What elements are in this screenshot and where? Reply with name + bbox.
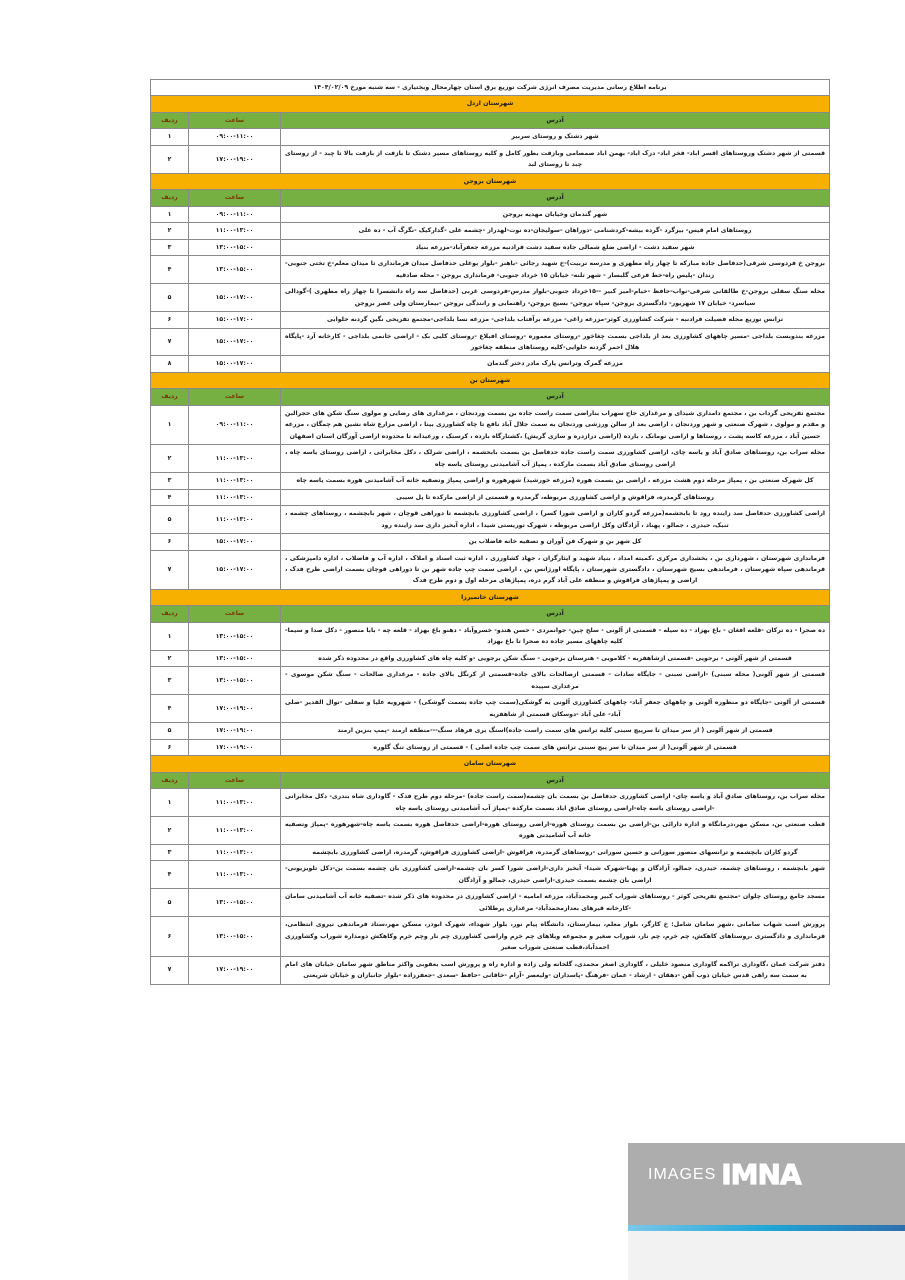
cell-row-number: ۲ <box>151 145 189 173</box>
cell-address: محله سراب بن، روستاهای صادق آباد و یاسه چای- اراضی کشاورزی حدفاصل بن بسمت بان چشمه(سمت راست جاده) -مرحله دوم طرح فدک - گاوداری شاه بندری- دکل مخابراتی -اراضی روستای یاسه چاه-اراضی روستای صادق اباد بسمت مارکده -پمپاژ آب آشامیدنی روستای یاسه چاه <box>281 789 830 817</box>
city-header-row <box>151 756 830 772</box>
cell-address: قطب صنعتی بن، مسکن مهر،درمانگاه و اداره دارائی بن-اراضی بن بسمت روستای هوره-اراضی روستای هوره-اراضی حدفاصل هوره بسمت یاسه چاه-شهرهوره -پمپاژ وتصفیه خانه آب آشامیدنی هوره <box>281 816 830 844</box>
column-header-row-number: ردیف <box>151 190 189 206</box>
city-header-label: شهرستان اردل <box>151 96 830 112</box>
cell-row-number: ۱ <box>151 129 189 145</box>
table-row <box>151 861 830 889</box>
table-row <box>151 356 830 372</box>
cell-time: ۱۱:۰۰-۱۳:۰۰ <box>189 816 281 844</box>
table-row <box>151 956 830 984</box>
cell-row-number: ۴ <box>151 489 189 505</box>
document-title-row <box>151 80 830 96</box>
city-header-label: شهرستان سامان <box>151 756 830 772</box>
cell-time: ۱۳:۰۰-۱۵:۰۰ <box>189 667 281 695</box>
cell-address: محله سنگ سفلی بروجن-خ طالقانی شرقی-نواب-حافظ -خیام-امیر کبیر --۱۵خرداد جنوبی-بلوار مدرس-فردوسی غربی (حدفاصل سه راه دانشسرا تا چهار راه مطهری )-گودالی سیاسرد- خیابان ۱۷ شهریور- دادگستری بروجن- سپاه بروجن- بسیج بروجن- راهنمایی و رانندگی بروجن -بیمارستان ولی عصر بروجن <box>281 284 830 312</box>
cell-row-number: ۳ <box>151 473 189 489</box>
table-row <box>151 328 830 356</box>
imna-logo-text: IMAGES <box>648 1165 717 1183</box>
cell-address: مسجد جامع روستای چلوان -مجتمع تفریحی کوثر - روستاهای شوراب کبیر ومحمدآباد، مزرعه امامیه - اراضی کشاورزی در محدوده های ذکر شده -تصفیه خانه آب آشامیدنی سامان -کارخانه قیرهای بعدازمحمدآباد- مرغداری پرطلائی <box>281 889 830 917</box>
column-header-row <box>151 389 830 405</box>
cell-row-number: ۱ <box>151 405 189 444</box>
cell-time: ۱۳:۰۰-۱۵:۰۰ <box>189 889 281 917</box>
table-row <box>151 445 830 473</box>
cell-time: ۱۷:۰۰-۱۹:۰۰ <box>189 956 281 984</box>
column-header-address: آدرس <box>281 606 830 622</box>
column-header-time: ساعت <box>189 112 281 128</box>
cell-time: ۱۳:۰۰-۱۵:۰۰ <box>189 917 281 956</box>
cell-address: اراضی کشاورزی حدفاصل سد زاینده رود تا بابحشمه(مزرعه گردو کاران و اراضی شورا کسر) ، اراضی کشاورزی بابچشمه تا دوراهی قوچان ، شهر بابچشمه ، روستاهای چشمه ، تنیک، حیدری ، جمالو ، پهناد ، آزادگان وکل اراضی مربوطه ، شهرک توریستی شیدا ، اداره آبخیز داری سد زاینده رود <box>281 506 830 534</box>
cell-time: ۱۳:۰۰-۱۵:۰۰ <box>189 256 281 284</box>
cell-time: ۱۵:۰۰-۱۷:۰۰ <box>189 534 281 550</box>
cell-address: فرمانداری شهرستان ، شهرداری بن ، بخشداری مرکزی ،کمیته امداد ، بنیاد شهید و ایثارگران ، جهاد کشاورزی ، اداره ثبت اسناد و املاک ، اداره آب و فاضلاب ، اداره دامپزشکی ، فرماندهی سپاه شهرستان ، فرماندهی بسیج شهرستان ، دادگستری شهرستان ، پایگاه اورژانس بن ، اراضی سمت چپ جاده شهر بن تا دوراهی قوچان بسمت اراضی طرح فدک ، اراضی و پمپاژهای فراقوش و منطقه علی آباد گرم دره، پمپاژهای مرحله اول و دوم طرح فدک <box>281 550 830 589</box>
cell-row-number: ۶ <box>151 739 189 755</box>
cell-time: ۱۱:۰۰-۱۳:۰۰ <box>189 223 281 239</box>
column-header-time: ساعت <box>189 772 281 788</box>
cell-time: ۱۷:۰۰-۱۹:۰۰ <box>189 739 281 755</box>
column-header-row <box>151 772 830 788</box>
cell-row-number: ۱ <box>151 789 189 817</box>
column-header-row-number: ردیف <box>151 112 189 128</box>
table-row <box>151 256 830 284</box>
cell-row-number: ۵ <box>151 506 189 534</box>
cell-time: ۰۹:۰۰-۱۱:۰۰ <box>189 206 281 222</box>
watermark-footer-band <box>628 1231 905 1280</box>
cell-time: ۱۵:۰۰-۱۷:۰۰ <box>189 550 281 589</box>
city-header-row <box>151 372 830 388</box>
cell-address: شهر دشتک و روستای سربیر <box>281 129 830 145</box>
cell-row-number: ۲ <box>151 650 189 666</box>
column-header-time: ساعت <box>189 606 281 622</box>
cell-row-number: ۱ <box>151 206 189 222</box>
cell-address: پرورش اسب شهاب سامانی ،شهر سامان شامل: خ کارگر، بلوار معلم، بیمارستان، دانشگاه پیام نور، بلوار شهداء، شهرک ابوذر، مسکن مهر،ستاد فرماندهی نیروی انتظامی، فرمانداری و دادگستری ،روستاهای کاهکش، چم خرم، چم نار، شوراب صغیر و مجموعه ویلاهای چم خرم واراضی کشاورزی چم نار وچم خرم وکاهکش دومداره شوراب وکشاورزی احمدآباد،قطب صنعتی شوراب صغیر <box>281 917 830 956</box>
table-row <box>151 312 830 328</box>
cell-address: قسمتی از شهر آلونی - برجویی -قسمتی ازشاهفربه - کلامویی - هنرستان برجویی - سنگ شکن برجویی -و کلیه چاه های کشاورزی واقع در محدوده ذکر شده <box>281 650 830 666</box>
table-row <box>151 534 830 550</box>
cell-address: مجتمع تفریحی گرداب بن ، مجتمع دامداری شیدای و مرغداری حاج سهراب بناراضی سمت راست جاده بن بسمت وردنجان ، مرغداری های رضایی و مولوی سنگ شکن های حجرالبن و مقدم و مولوی ، شهرک صنعتی و شهر وردنجان ، اراضی بعد از سالن ورزشی وردنجان به سمت جلال آباد نافع تا چاه کشاورزی بینا ، اراضی مزارع شاه نشین هم چمگان ، مزرعه حسین آباد ، مزرعه کاسه پشت ، روستاها و اراضی نومانک ، بارده (اراضی درازدره و ساری گریش) ،کشتارگاه بارده ، کرسنک ، ورعیدانه تا محدوده اراضی آورگان استان اصفهان <box>281 405 830 444</box>
table-row <box>151 473 830 489</box>
cell-address: دفتر شرکت عمان ،گاوداری تراکمه گاوداری منصود خلیلی ، گاوداری اصغر محمدی، گلخانه ولی زاده و اداره راه و پرورش اسب بعقوبی واکثر مناطق شهر سامان خیابان های امام به سمت سه راهی قدس خیابان ذوب آهن -دهقان - ارشاد - عمان -فرهنگ -پاسداران -ولیعصر -آرام -خاقانی -حافظ -سعدی -جعفرزاده -بلوار جانبازان و خیابان شریعتی <box>281 956 830 984</box>
city-header-label: شهرستان بروجن <box>151 173 830 189</box>
cell-row-number: ۶ <box>151 534 189 550</box>
table-row <box>151 506 830 534</box>
table-row <box>151 129 830 145</box>
table-row <box>151 650 830 666</box>
column-header-address: آدرس <box>281 389 830 405</box>
column-header-row-number: ردیف <box>151 389 189 405</box>
table-row <box>151 206 830 222</box>
cell-time: ۱۱:۰۰-۱۳:۰۰ <box>189 861 281 889</box>
cell-time: ۱۱:۰۰-۱۳:۰۰ <box>189 789 281 817</box>
cell-address: شهر بابچشمه ، روستاهای چشمه، حیدری، جمالو، آزادگان و پهنا-شهرک شیدا- آبخیز داری-اراضی شورا کسر بان چشمه-اراضی کشاورزی بان چشمه بسمت بن-دکل تلویزیونی-اراضی بان چشمه بسمت حیدری-اراضی حیدری، جمالو و آزادگان <box>281 861 830 889</box>
column-header-time: ساعت <box>189 389 281 405</box>
cell-address: روستاهای امام قیس- بیزگرد -گرده بیشه-کردشنامی -دوراهان -سولیجان-ده نوت-لهدراز -چشمه علی -گداركیک -نگرگ آب - ده علی <box>281 223 830 239</box>
table-row <box>151 622 830 650</box>
cell-address: گردو کاران بابچشمه و ترانسهای منصور سورانی و حسین سورانی -روستاهای گرمدره، فراقوش -اراضی کشاورزی فراقوش، گرمدره، اراضی کشاورزی بابچشمه <box>281 844 830 860</box>
imna-logo-mark: IMNA <box>721 1158 801 1191</box>
city-header-row <box>151 173 830 189</box>
column-header-row <box>151 606 830 622</box>
cell-time: ۱۱:۰۰-۱۳:۰۰ <box>189 473 281 489</box>
cell-time: ۱۵:۰۰-۱۷:۰۰ <box>189 312 281 328</box>
table-row <box>151 723 830 739</box>
column-header-row-number: ردیف <box>151 772 189 788</box>
table-row <box>151 739 830 755</box>
cell-address: روستاهای گرمدره، فراقوش و اراضی کشاورزی مربوطه، گرمدره و قسمتی از اراضی مارکده تا پل سیبی <box>281 489 830 505</box>
cell-time: ۱۳:۰۰-۱۵:۰۰ <box>189 239 281 255</box>
cell-time: ۱۱:۰۰-۱۳:۰۰ <box>189 844 281 860</box>
cell-address: قسمتی از شهر آلونی( از سر میدان تا سر پیچ سبنی ترانس های سمت چپ جاده اصلی ) - قسمتی از روستای تنگ گلوره <box>281 739 830 755</box>
city-header-label: شهرستان بن <box>151 372 830 388</box>
cell-time: ۱۵:۰۰-۱۷:۰۰ <box>189 328 281 356</box>
table-row <box>151 239 830 255</box>
cell-time: ۱۷:۰۰-۱۹:۰۰ <box>189 723 281 739</box>
document-title: برنامه اطلاع رسانی مدیریت مصرف انرژی شرکت توزیع برق استان چهارمحال وبختیاری - سه شنبه مورخ ۱۴۰۴/۰۲/۰۹ <box>151 80 830 96</box>
schedule-document <box>150 79 830 985</box>
cell-row-number: ۳ <box>151 844 189 860</box>
cell-row-number: ۶ <box>151 312 189 328</box>
table-row <box>151 889 830 917</box>
cell-row-number: ۵ <box>151 723 189 739</box>
column-header-time: ساعت <box>189 190 281 206</box>
cell-row-number: ۵ <box>151 889 189 917</box>
cell-time: ۱۳:۰۰-۱۵:۰۰ <box>189 650 281 666</box>
cell-row-number: ۳ <box>151 667 189 695</box>
cell-address: کل شهر بن و شهرک فن آوران و تصفیه خانه فاضلاب بن <box>281 534 830 550</box>
cell-row-number: ۵ <box>151 284 189 312</box>
outage-schedule-table <box>150 79 830 985</box>
column-header-address: آدرس <box>281 190 830 206</box>
cell-row-number: ۷ <box>151 956 189 984</box>
table-row <box>151 284 830 312</box>
cell-time: ۱۷:۰۰-۱۹:۰۰ <box>189 695 281 723</box>
cell-time: ۱۳:۰۰-۱۵:۰۰ <box>189 622 281 650</box>
column-header-row-number: ردیف <box>151 606 189 622</box>
cell-time: ۱۱:۰۰-۱۳:۰۰ <box>189 506 281 534</box>
watermark-band <box>628 1143 905 1225</box>
column-header-row <box>151 112 830 128</box>
cell-address: کل شهرک صنعتی بن ، پمپاژ مرحله دوم هشت مزرعه ، اراضی بن بسمت هوره (مزرعه خورشید) شهرهوره و اراضی پمپاژ وتصفیه خانه آب آشامیدنی هوره بسمت یاسه چاه <box>281 473 830 489</box>
cell-address: شهر سفید دشت - اراضی ضلع شمالی جاده سفید دشت فرادنبه مزرعه جعفرآباد-مزرعه بنیاد <box>281 239 830 255</box>
table-row <box>151 789 830 817</box>
table-row <box>151 223 830 239</box>
cell-row-number: ۲ <box>151 223 189 239</box>
city-header-label: شهرستان خانمیرزا <box>151 589 830 605</box>
column-header-address: آدرس <box>281 112 830 128</box>
cell-row-number: ۴ <box>151 695 189 723</box>
table-row <box>151 917 830 956</box>
cell-time: ۱۵:۰۰-۱۷:۰۰ <box>189 284 281 312</box>
table-row <box>151 405 830 444</box>
cell-address: قسمتی از شهر آلونی ( از سر میدان تا سرپیچ سبنی کلیه ترانس های سمت راست جاده)اسنگ بری فرهاد سنگ---منطقه ارمند -پمپ بنزین ارمند <box>281 723 830 739</box>
table-row <box>151 844 830 860</box>
table-row <box>151 550 830 589</box>
cell-address: شهر گندمان وخیابان مهدیه بروجن <box>281 206 830 222</box>
cell-address: قسمتی از شهر آلونی( محله سبنی) -اراضی سبنی - جایگاه سادات - قسمتی ازصالحات بالای جاده-قسمتی از کرنگل بالای جاده - مرغداری صالحات - سنگ شکن موسوی - مرغداری سپیده <box>281 667 830 695</box>
cell-row-number: ۱ <box>151 622 189 650</box>
cell-row-number: ۲ <box>151 816 189 844</box>
city-header-row <box>151 589 830 605</box>
city-header-row <box>151 96 830 112</box>
cell-time: ۱۷:۰۰-۱۹:۰۰ <box>189 145 281 173</box>
cell-row-number: ۳ <box>151 239 189 255</box>
cell-address: بروجن خ فردوسی شرقی(حدفاصل جاده مبارکه تا چهار راه مطهری و مدرسه تربیت)-خ شهید رجائی -باهنر -بلوار بوعلی حدفاصل میدان فرمانداری تا میدان معلم-خ تختی جنوبی-زندان -پلیس راه-خط فرعی گلبسار - شهر تلنه- خیابان ۱۵ خرداد جنوبی- فرمانداری بروجن - محله صادقیه <box>281 256 830 284</box>
cell-row-number: ۸ <box>151 356 189 372</box>
cell-time: ۰۹:۰۰-۱۱:۰۰ <box>189 405 281 444</box>
table-row <box>151 145 830 173</box>
cell-time: ۰۹:۰۰-۱۱:۰۰ <box>189 129 281 145</box>
cell-time: ۱۱:۰۰-۱۳:۰۰ <box>189 489 281 505</box>
cell-address: ترانس توزیع محله فضیلت فرادنبه - شرکت کشاورزی کوثر-مزرعه زاغی- مزرعه برآفتاب بلداجی- مزرعه نسا بلداجی-مجتمع تفریحی نگین گردنه حلوایی <box>281 312 830 328</box>
table-row <box>151 667 830 695</box>
cell-row-number: ۴ <box>151 256 189 284</box>
cell-row-number: ۶ <box>151 917 189 956</box>
column-header-address: آدرس <box>281 772 830 788</box>
table-row <box>151 816 830 844</box>
cell-time: ۱۵:۰۰-۱۷:۰۰ <box>189 356 281 372</box>
cell-row-number: ۴ <box>151 861 189 889</box>
cell-row-number: ۷ <box>151 328 189 356</box>
cell-time: ۱۱:۰۰-۱۳:۰۰ <box>189 445 281 473</box>
table-row <box>151 489 830 505</box>
cell-address: مزرعه بندوبست بلداجی -مسیر چاههای کشاورزی بعد از بلداجی بسمت چغاخور -روستای معموره -روستای افبلاغ -روستای كلبی بک - اراضی خانمی بلداجی - کارخانه آرد -پایگاه هلال احمر گردنه حلوایی-کلیه روستاهای منطقه چغاخور <box>281 328 830 356</box>
cell-address: محله سراب بن، روستاهای صادق آباد و یاسه چای، اراضی کشاورزی سمت راست جاده حدفاصل بن بسمت بابحشمه ، اراضی شرلک ، دکل مخابراتی ، اراضی روستای یاسه چاه ، اراضی روستای صادق آباد بسمت مارکده ، پمپاژ آب آشامیدنی روستای یاسه چاه <box>281 445 830 473</box>
table-row <box>151 695 830 723</box>
cell-address: ده صحرا - ده ترکان -قلعه افغان - باغ بهزاد - ده سیله - قسمتی از آلونی - سلح چین- جوانمردی - حسن هندو- خسروآباد - دهنو باغ بهزاد - قلعه چه - بابا منصور - دکل صدا و سیما-کلیه چاههای مسیر جاده ده صحرا تا باغ بهزاد <box>281 622 830 650</box>
cell-row-number: ۷ <box>151 550 189 589</box>
column-header-row <box>151 190 830 206</box>
cell-row-number: ۲ <box>151 445 189 473</box>
cell-address: قسمتی از شهر دشتک وروستاهای اقسر اباد- فخر اباد- دزک اباد- بهمن اباد صمصامی وبازفت بطور کامل و کلیه روستاهای مسیر دشتک تا بازفت از بازفت بالا تا چبد - از روستای چبد تا روستای لبد <box>281 145 830 173</box>
cell-address: قسمتی از آلونی -جایگاه دو منظوره آلونی و چاههای جعفر آباد- چاههای کشاورزی آلونی به گوشکی(سمت چپ جاده بسمت گوشکی) - شهرویه علیا و سفلی -نوال الفدیر -صلی آباد- علی آباد -دوسکان قسمتی از شاهفربه <box>281 695 830 723</box>
cell-address: مزرعه گمرک وترانس پارک مادر دختر گندمان <box>281 356 830 372</box>
